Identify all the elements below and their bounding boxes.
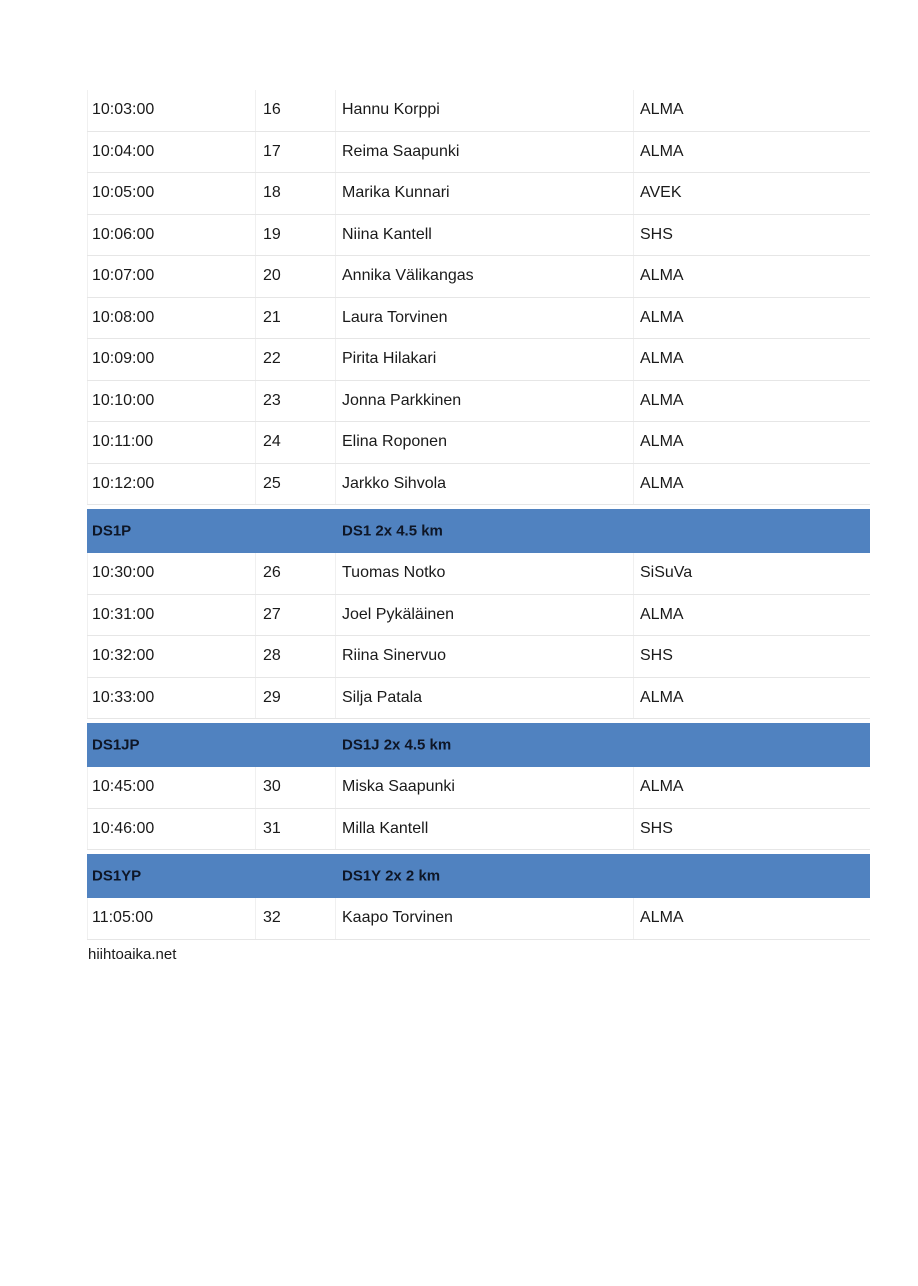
competitor-name: Laura Torvinen [342,308,448,326]
column-divider [633,90,634,131]
column-divider [255,553,256,594]
club-name: SHS [640,225,673,243]
start-time: 10:45:00 [92,778,155,796]
competitor-name: Elina Roponen [342,433,447,451]
table-row [87,464,870,506]
start-time: 10:33:00 [92,688,155,706]
club-name: AVEK [640,184,682,202]
column-divider [633,595,634,636]
column-divider [255,678,256,719]
start-time: 10:04:00 [92,142,155,160]
column-divider [87,595,88,636]
footer-source: hiihtoaika.net [88,945,177,963]
bib-number: 19 [263,225,281,243]
start-list [87,90,870,963]
column-divider [335,132,336,173]
column-divider [633,173,634,214]
column-divider [255,809,256,850]
column-divider [335,809,336,850]
column-divider [335,256,336,297]
column-divider [633,636,634,677]
column-divider [255,636,256,677]
group-header [87,509,870,553]
club-name: SiSuVa [640,564,693,582]
bib-number: 31 [263,819,281,837]
group-code: DS1YP [92,867,142,885]
column-divider [87,298,88,339]
competitor-name: Jonna Parkkinen [342,391,462,409]
column-divider [87,767,88,808]
club-name: ALMA [640,308,684,326]
bib-number: 32 [263,909,281,927]
start-time: 10:03:00 [92,101,155,119]
start-time: 10:05:00 [92,184,155,202]
table-row [87,595,870,637]
group-code: DS1JP [92,736,140,754]
column-divider [633,298,634,339]
club-name: ALMA [640,778,684,796]
bib-number: 16 [263,101,281,119]
competitor-name: Kaapo Torvinen [342,909,453,927]
bib-number: 23 [263,391,281,409]
competitor-name: Marika Kunnari [342,184,450,202]
start-time: 10:09:00 [92,350,155,368]
column-divider [633,256,634,297]
table-row [87,339,870,381]
table-row [87,636,870,678]
start-time: 10:31:00 [92,605,155,623]
group-title: DS1J 2x 4.5 km [342,736,452,754]
competitor-name: Niina Kantell [342,225,432,243]
column-divider [335,636,336,677]
column-divider [335,90,336,131]
table-row [87,422,870,464]
column-divider [255,173,256,214]
club-name: ALMA [640,142,684,160]
table-row [87,678,870,720]
competitor-name: Pirita Hilakari [342,350,437,368]
column-divider [87,215,88,256]
column-divider [633,809,634,850]
start-time: 11:05:00 [92,909,154,927]
club-name: SHS [640,819,673,837]
column-divider [255,256,256,297]
bib-number: 20 [263,267,281,285]
column-divider [87,422,88,463]
column-divider [335,595,336,636]
bib-number: 25 [263,474,281,492]
column-divider [255,132,256,173]
table-row [87,256,870,298]
group-header [87,854,870,898]
table-row [87,90,870,132]
column-divider [633,339,634,380]
column-divider [335,464,336,505]
column-divider [633,464,634,505]
table-row [87,132,870,174]
bib-number: 17 [263,142,281,160]
club-name: ALMA [640,909,684,927]
column-divider [87,464,88,505]
club-name: ALMA [640,391,684,409]
competitor-name: Hannu Korppi [342,101,440,119]
table-row [87,215,870,257]
table-row [87,809,870,851]
column-divider [87,898,88,939]
table-row [87,898,870,940]
bib-number: 18 [263,184,281,202]
column-divider [87,809,88,850]
column-divider [335,339,336,380]
column-divider [335,553,336,594]
bib-number: 21 [263,308,281,326]
bib-number: 29 [263,688,281,706]
group-title: DS1 2x 4.5 km [342,522,443,540]
column-divider [87,636,88,677]
column-divider [87,381,88,422]
start-time: 10:10:00 [92,391,155,409]
column-divider [255,422,256,463]
club-name: ALMA [640,688,684,706]
column-divider [633,553,634,594]
start-list-table [87,90,870,940]
column-divider [633,678,634,719]
club-name: ALMA [640,101,684,119]
bib-number: 27 [263,605,281,623]
table-row [87,553,870,595]
competitor-name: Tuomas Notko [342,564,446,582]
table-row [87,173,870,215]
column-divider [255,464,256,505]
club-name: ALMA [640,350,684,368]
column-divider [87,678,88,719]
column-divider [255,595,256,636]
start-time: 10:08:00 [92,308,155,326]
column-divider [335,422,336,463]
column-divider [87,553,88,594]
start-time: 10:11:00 [92,433,154,451]
column-divider [87,256,88,297]
competitor-name: Annika Välikangas [342,267,474,285]
table-row [87,298,870,340]
competitor-name: Jarkko Sihvola [342,474,447,492]
bib-number: 30 [263,778,281,796]
column-divider [633,215,634,256]
group-code: DS1P [92,522,132,540]
bib-number: 28 [263,647,281,665]
competitor-name: Milla Kantell [342,819,429,837]
table-row [87,381,870,423]
column-divider [633,132,634,173]
column-divider [255,298,256,339]
column-divider [633,381,634,422]
column-divider [335,381,336,422]
competitor-name: Reima Saapunki [342,142,460,160]
column-divider [255,90,256,131]
column-divider [255,339,256,380]
column-divider [87,173,88,214]
column-divider [255,898,256,939]
bib-number: 24 [263,433,281,451]
column-divider [255,215,256,256]
start-time: 10:06:00 [92,225,155,243]
column-divider [335,898,336,939]
start-time: 10:46:00 [92,819,155,837]
bib-number: 22 [263,350,281,368]
column-divider [633,898,634,939]
competitor-name: Riina Sinervuo [342,647,447,665]
start-time: 10:30:00 [92,564,155,582]
competitor-name: Silja Patala [342,688,423,706]
column-divider [87,132,88,173]
start-time: 10:07:00 [92,267,155,285]
column-divider [335,173,336,214]
table-row [87,767,870,809]
start-time: 10:12:00 [92,474,155,492]
column-divider [335,215,336,256]
competitor-name: Joel Pykäläinen [342,605,455,623]
club-name: ALMA [640,433,684,451]
group-header [87,723,870,767]
column-divider [87,339,88,380]
column-divider [335,767,336,808]
bib-number: 26 [263,564,281,582]
club-name: ALMA [640,605,684,623]
club-name: ALMA [640,474,684,492]
group-title: DS1Y 2x 2 km [342,867,441,885]
column-divider [255,381,256,422]
start-time: 10:32:00 [92,647,155,665]
competitor-name: Miska Saapunki [342,778,455,796]
column-divider [633,767,634,808]
column-divider [87,90,88,131]
column-divider [633,422,634,463]
column-divider [335,298,336,339]
column-divider [335,678,336,719]
club-name: SHS [640,647,673,665]
column-divider [255,767,256,808]
club-name: ALMA [640,267,684,285]
